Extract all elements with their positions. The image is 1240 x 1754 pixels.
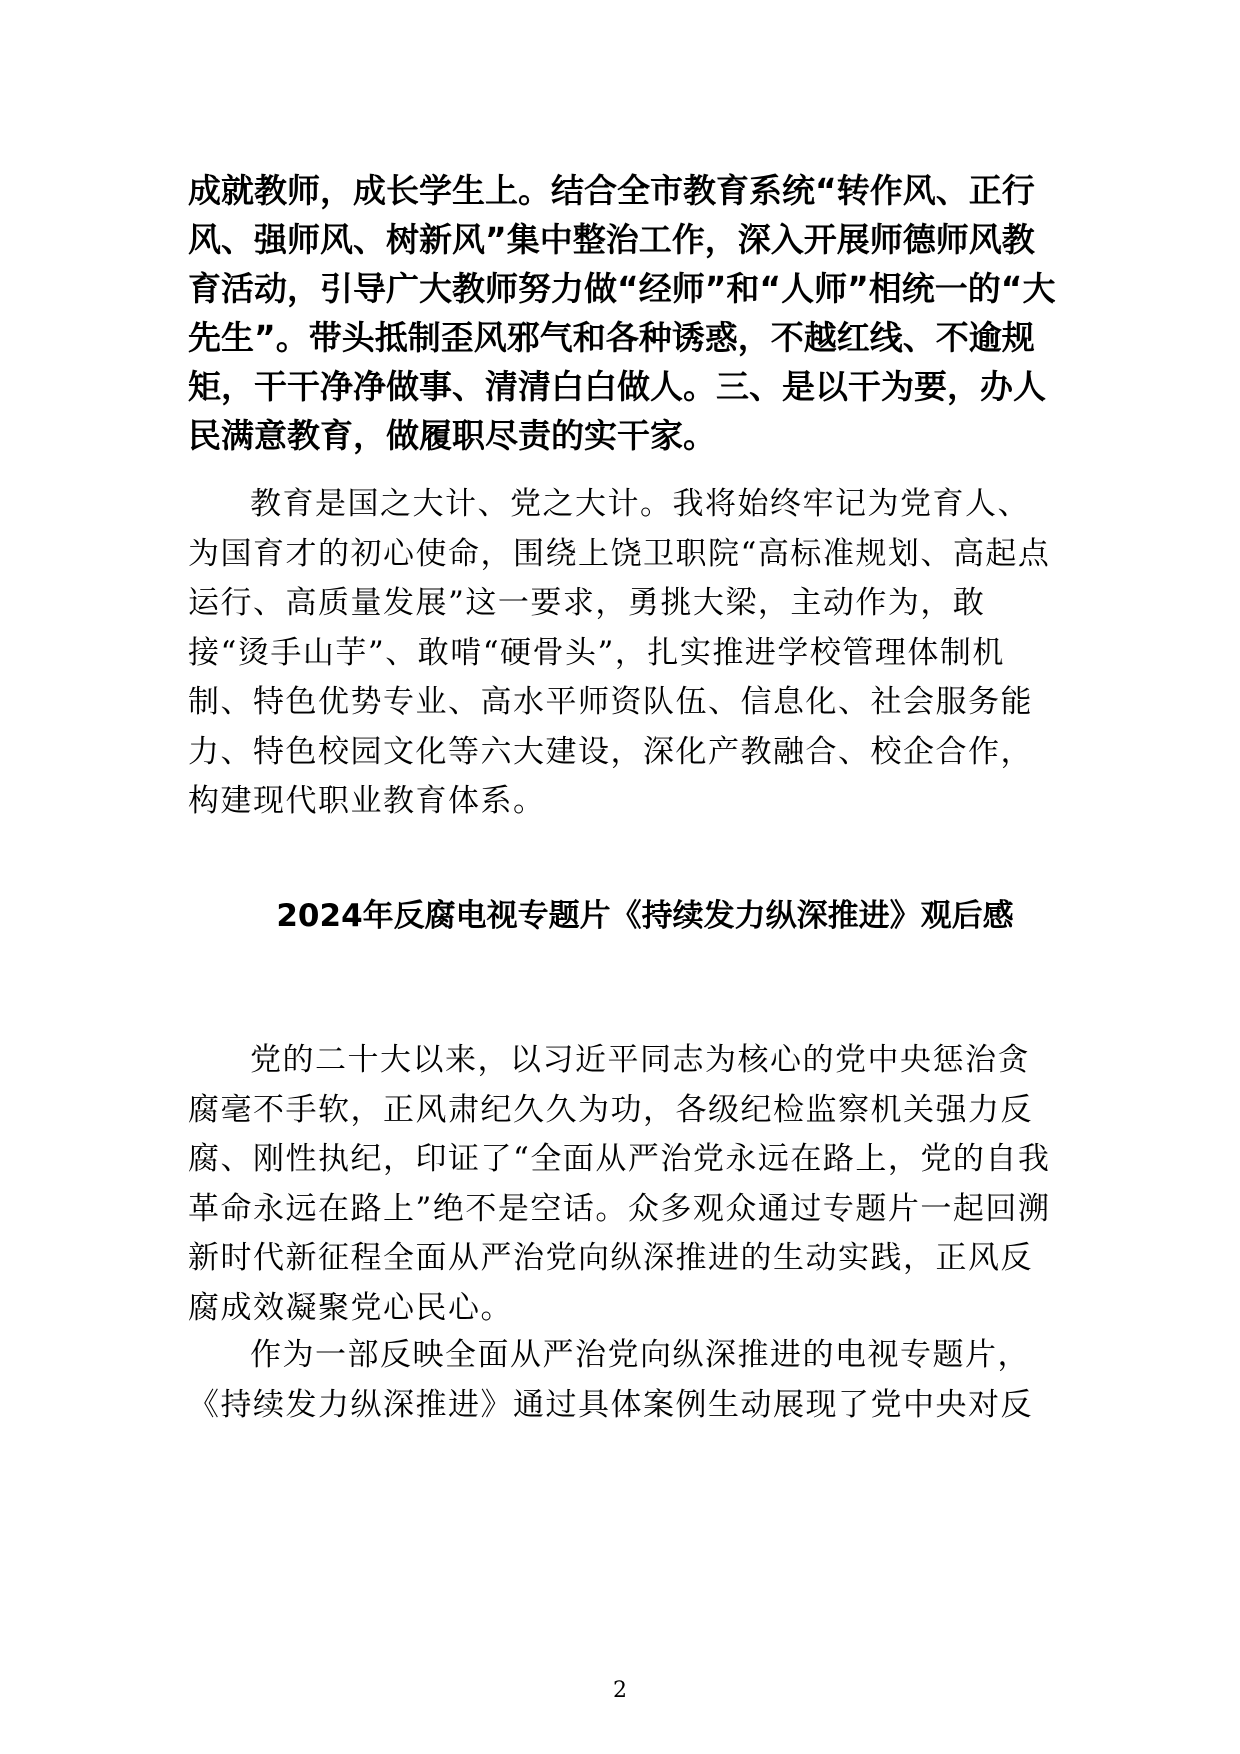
body-paragraph: 教育是国之大计、党之大计。我将始终牢记为党育人、为国育才的初心使命，围绕上饶卫职院“高标准规划、高起点运行、高质量发展”这一要求，勇挑大梁，主动作为，敢接“烫手山芋”、敢啃“硬骨头”，扎实推进学校管理体制机制、特色优势专业、高水平师资队伍、信息化、社会服务能力、特色校园文化等六大建设，深化产教融合、校企合作，构建现代职业教育体系。: [188, 486, 1051, 819]
page-number: 2: [613, 1678, 627, 1703]
bold-paragraph: 成就教师，成长学生上。结合全市教育系统“转作风、正行风、强师风、树新风”集中整治工作，深入开展师德师风教育活动，引导广大教师努力做“经师”和“人师”相统一的“大先生”。带头抵制歪风邪气和各种诱惑，不越红线、不逾规矩，干干净净做事、清清白白做人。三、是以干为要，办人民满意教育，做履职尽责的实干家。: [188, 171, 1056, 455]
article-title: 2024年反腐电视专题片《持续发力纵深推进》观后感: [276, 898, 1014, 934]
body-paragraph: 党的二十大以来，以习近平同志为核心的党中央惩治贪腐毫不手软，正风肃纪久久为功，各级纪检监察机关强力反腐、刚性执纪，印证了“全面从严治党永远在路上，党的自我革命永远在路上”绝不是空话。众多观众通过专题片一起回溯新时代新征程全面从严治党向纵深推进的生动实践，正风反腐成效凝聚党心民心。: [188, 1042, 1051, 1326]
body-paragraph: 作为一部反映全面从严治党向纵深推进的电视专题片，《持续发力纵深推进》通过具体案例生动展现了党中央对反: [188, 1337, 1033, 1423]
